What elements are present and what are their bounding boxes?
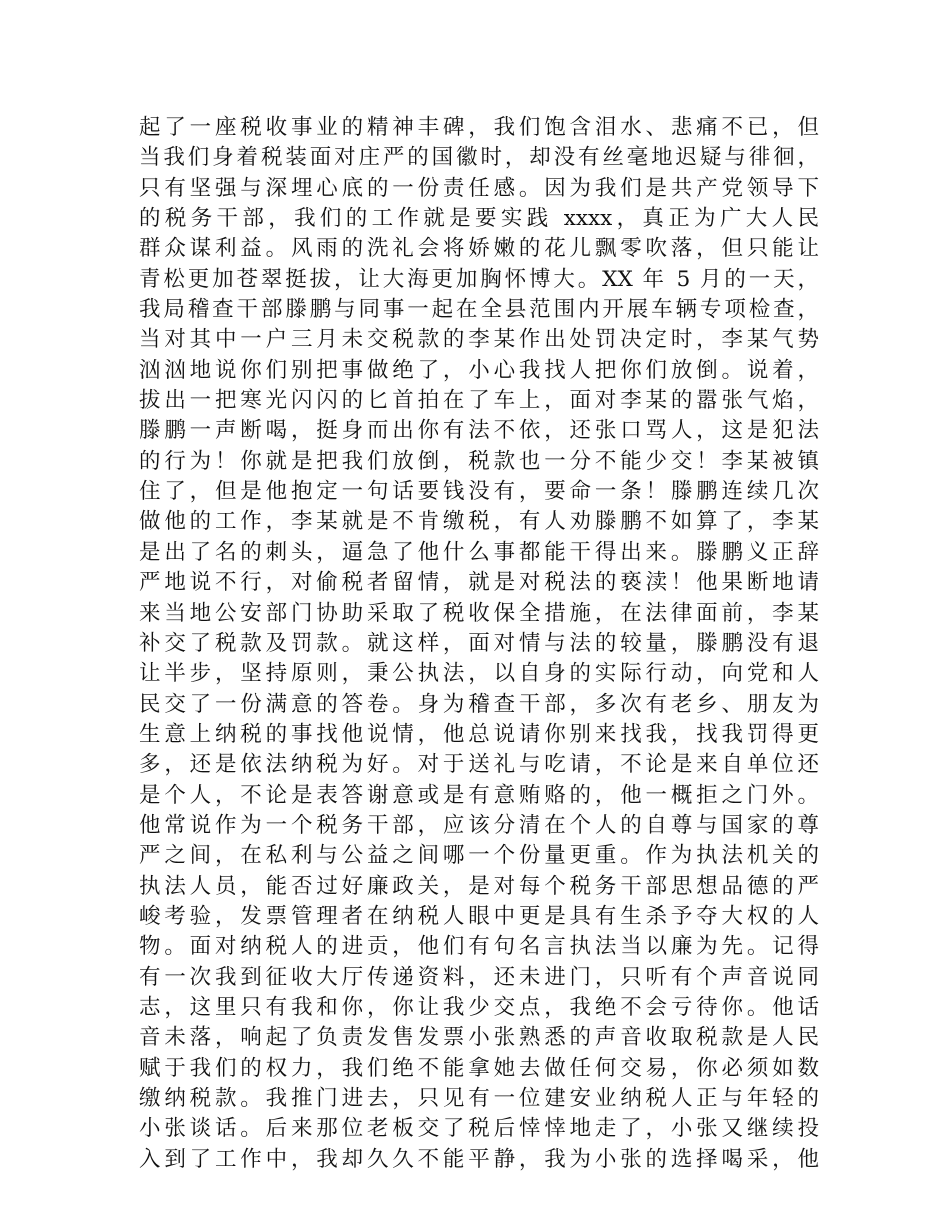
text-line: 来当地公安部门协助采取了税收保全措施，在法律面前，李某 [139,600,819,626]
text-line: 缴纳税款。我推门进去，只见有一位建安业纳税人正与年轻的 [139,1086,819,1111]
text-line: 音未落，响起了负责发售发票小张熟悉的声音收取税款是人民 [139,1025,819,1051]
text-line: 赋于我们的权力，我们绝不能拿她去做任何交易，你必须如数 [139,1055,819,1081]
text-line: 滕鹏一声断喝，挺身而出你有法不依，还张口骂人，这是犯法 [139,418,819,444]
text-line: 物。面对纳税人的进贡，他们有句名言执法当以廉为先。记得 [139,934,819,960]
text-line: 是出了名的刺头，逼急了他什么事都能干得出来。滕鹏义正辞 [139,539,819,565]
text-line: 有一次我到征收大厅传递资料，还未进门，只听有个声音说同 [139,964,819,990]
text-line: 住了，但是他抱定一句话要钱没有，要命一条！滕鹏连续几次 [139,479,819,505]
text-line: 当我们身着税装面对庄严的国徽时，却没有丝毫地迟疑与徘徊， [139,145,819,171]
text-line: 志，这里只有我和你，你让我少交点，我绝不会亏待你。他话 [139,994,819,1020]
text-line: 峻考验，发票管理者在纳税人眼中更是具有生杀予夺大权的人 [139,903,819,929]
text-line: 让半步，坚持原则，秉公执法，以自身的实际行动，向党和人 [139,661,819,687]
text-line: 补交了税款及罚款。就这样，面对情与法的较量，滕鹏没有退 [139,630,819,656]
text-line: 起了一座税收事业的精神丰碑，我们饱含泪水、悲痛不已，但 [139,115,819,140]
text-line: 的税务干部，我们的工作就是要实践 xxxx，真正为广大人民 [139,206,819,232]
text-line: 小张谈话。后来那位老板交了税后悻悻地走了，小张又继续投 [139,1116,819,1142]
text-line: 他常说作为一个税务干部，应该分清在个人的自尊与国家的尊 [139,812,819,838]
text-line: 严地说不行，对偷税者留情，就是对税法的亵渎！他果断地请 [139,570,819,596]
text-line: 入到了工作中，我却久久不能平静，我为小张的选择喝采，他 [139,1146,819,1172]
text-line: 只有坚强与深埋心底的一份责任感。因为我们是共产党领导下 [139,175,819,201]
text-line: 拔出一把寒光闪闪的匕首拍在了车上，面对李某的嚣张气焰， [139,388,819,414]
text-line: 群众谋利益。风雨的洗礼会将娇嫩的花儿飘零吹落，但只能让 [139,236,819,262]
text-line: 是个人，不论是表答谢意或是有意贿赂的，他一概拒之门外。 [139,782,819,808]
text-line: 民交了一份满意的答卷。身为稽查干部，多次有老乡、朋友为 [139,691,819,717]
text-line: 汹汹地说你们别把事做绝了，小心我找人把你们放倒。说着， [139,357,819,383]
text-line: 严之间，在私利与公益之间哪一个份量更重。作为执法机关的 [139,843,819,869]
text-line: 多，还是依法纳税为好。对于送礼与吃请，不论是来自单位还 [139,752,819,778]
text-line: 执法人员，能否过好廉政关，是对每个税务干部思想品德的严 [139,873,819,899]
text-line: 当对其中一户三月未交税款的李某作出处罚决定时，李某气势 [139,327,819,353]
text-line: 青松更加苍翠挺拔，让大海更加胸怀博大。XX 年 5 月的一天， [139,266,819,292]
text-line: 我局稽查干部滕鹏与同事一起在全县范围内开展车辆专项检查， [139,297,819,323]
text-line: 的行为！你就是把我们放倒，税款也一分不能少交！李某被镇 [139,448,819,474]
text-line: 做他的工作，李某就是不肯缴税，有人劝滕鹏不如算了，李某 [139,509,819,535]
text-line: 生意上纳税的事找他说情，他总说请你别来找我，找我罚得更 [139,721,819,747]
body-text [139,113,819,1175]
